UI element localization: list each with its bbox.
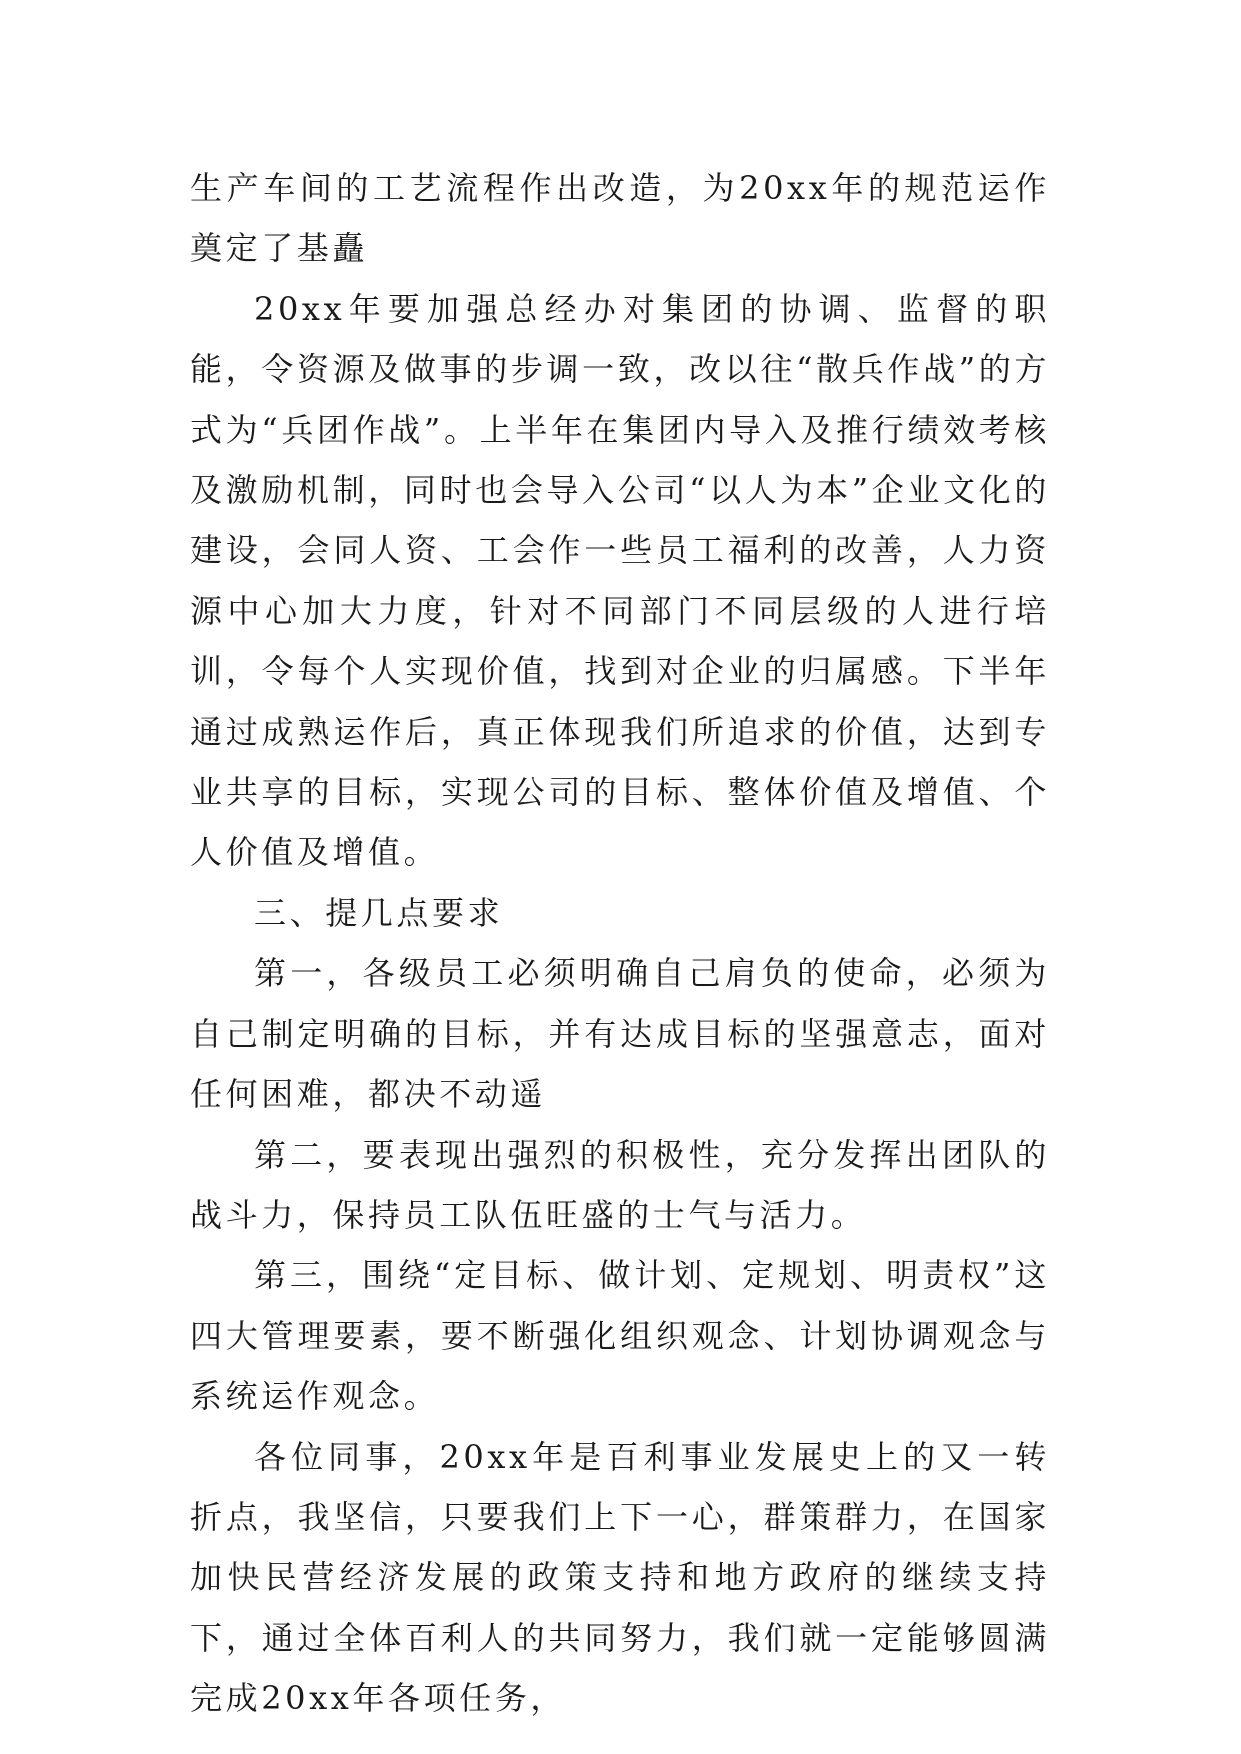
paragraph-requirement-2: 第二，要表现出强烈的积极性，充分发挥出团队的战斗力，保持员工队伍旺盛的士气与活力。: [190, 1135, 1050, 1234]
paragraph-1: 生产车间的工艺流程作出改造，为20xx年的规范运作奠定了基矗: [190, 169, 1050, 268]
paragraph-2: 20xx年要加强总经办对集团的协调、监督的职能，令资源及做事的步调一致，改以往“散兵作战”的方式为“兵团作战”。上半年在集团内导入及推行绩效考核及激励机制，同时也会导入公司“以人为本”企业文化的建设，会同人资、工会作一些员工福利的改善，人力资源中心加大力度，针对不同部门不同层级的人进行培训，令每个人实现价值，找到对企业的归属感。下半年通过成熟运作后，真正体现我们所追求的价值，达到专业共享的目标，实现公司的目标、整体价值及增值、个人价值及增值。: [190, 289, 1050, 872]
paragraph-requirement-3: 第三，围绕“定目标、做计划、定规划、明责权”这四大管理要素，要不断强化组织观念、计划协调观念与系统运作观念。: [190, 1256, 1050, 1416]
document-body: [190, 158, 1050, 1729]
paragraph-requirement-1: 第一，各级员工必须明确自己肩负的使命，必须为自己制定明确的目标，并有达成目标的坚强意志，面对任何困难，都决不动遥: [190, 954, 1050, 1114]
paragraph-closing: 各位同事，20xx年是百利事业发展史上的又一转折点，我坚信，只要我们上下一心，群策群力，在国家加快民营经济发展的政策支持和地方政府的继续支持下，通过全体百利人的共同努力，我们就一定能够圆满完成20xx年各项任务，: [190, 1437, 1050, 1718]
section-heading: 三、提几点要求: [254, 893, 504, 932]
